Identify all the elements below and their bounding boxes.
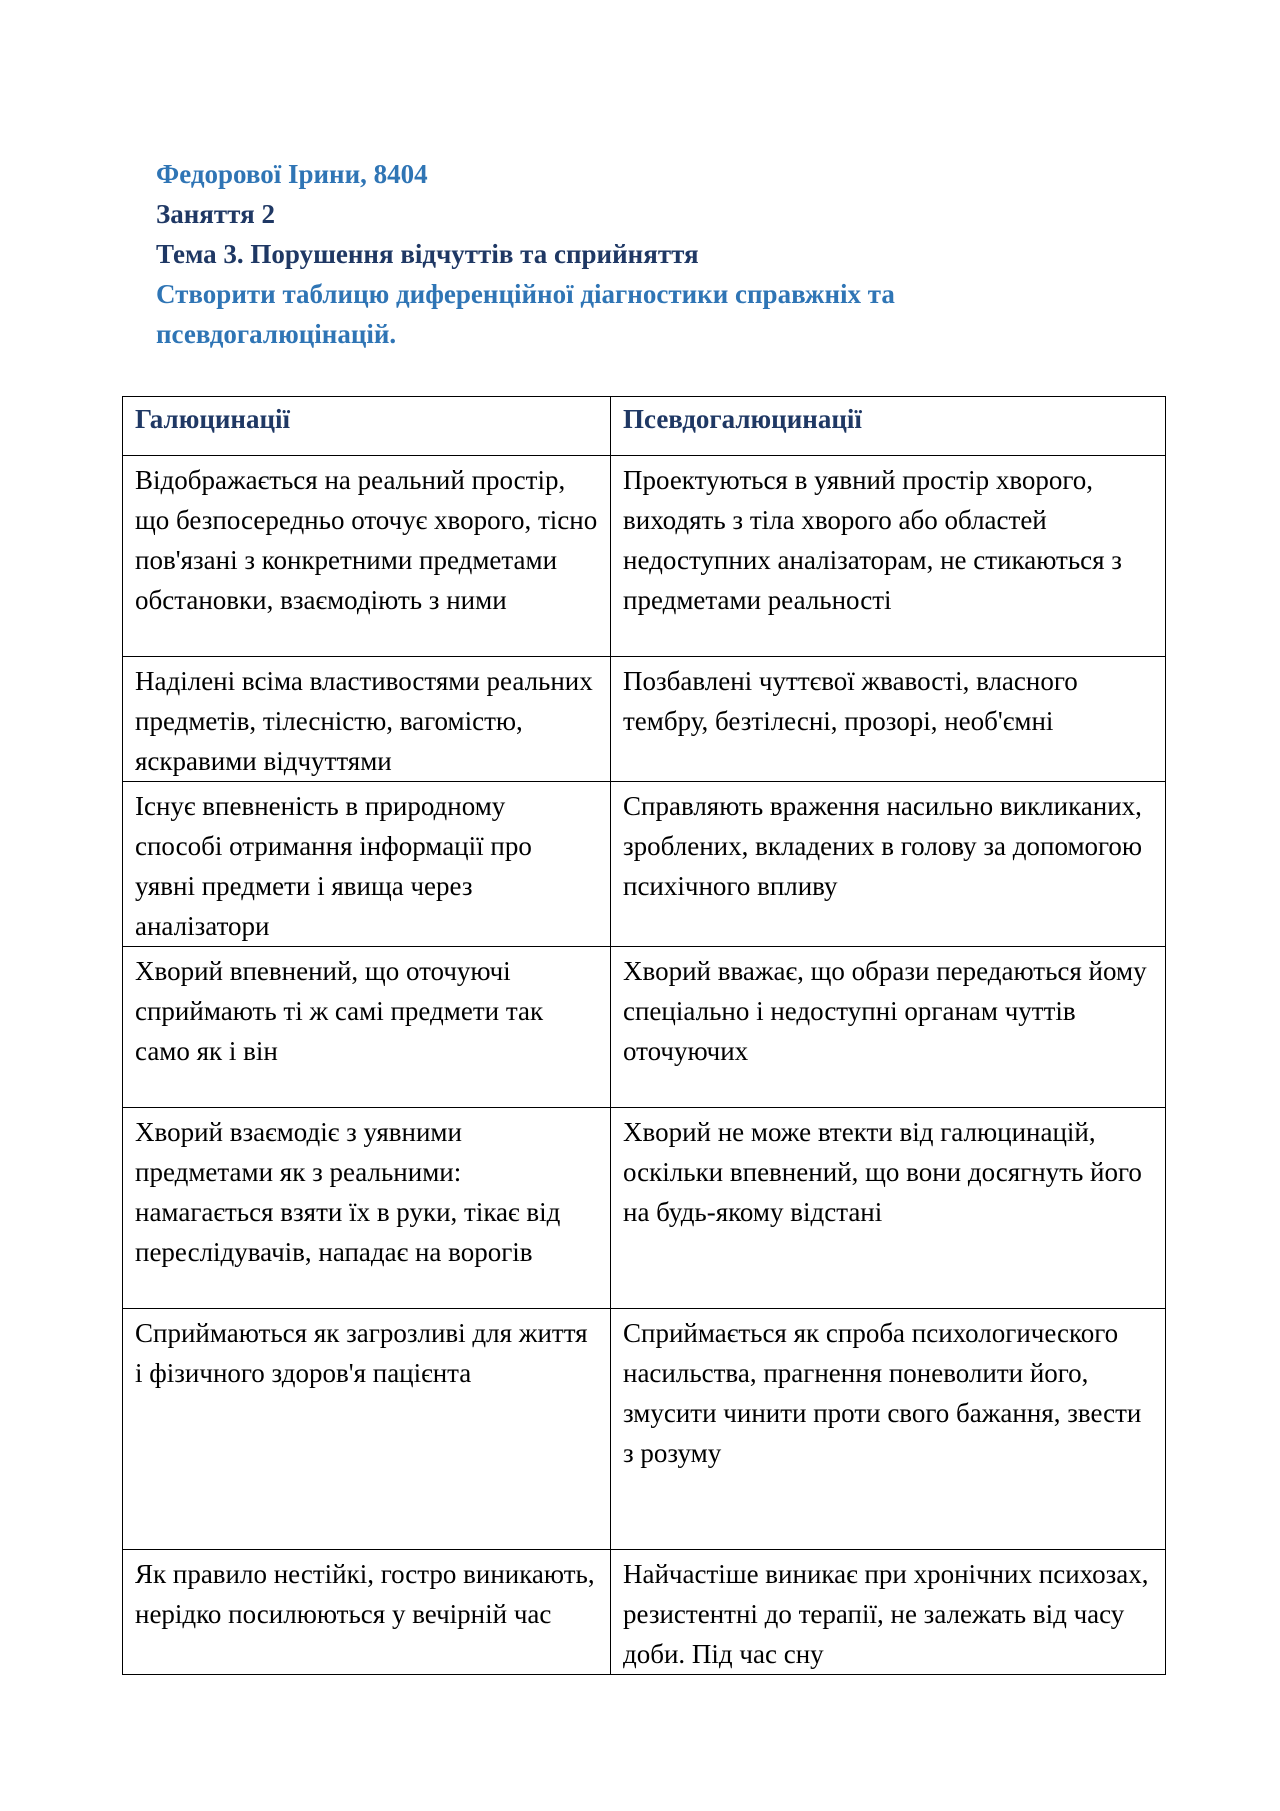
- topic-line: Тема 3. Порушення відчуттів та сприйняття: [156, 239, 699, 269]
- table-header-row: [123, 397, 1166, 456]
- lesson-line: Заняття 2: [156, 199, 275, 229]
- table-row: [123, 456, 1166, 657]
- table-row: [123, 782, 1166, 947]
- table-cell: Хворий взаємодіє з уявними предметами як з реальними: намагається взяти їх в руки, тікає від переслідувачів, нападає на ворогів: [123, 1108, 611, 1309]
- differential-diagnosis-table: [122, 396, 1166, 1675]
- table-cell: Позбавлені чуттєвої жвавості, власного тембру, безтілесні, прозорі, необ'ємні: [611, 657, 1166, 782]
- table-cell: Хворий вважає, що образи передаються йому спеціально і недоступні органам чуттів оточуючих: [611, 947, 1166, 1108]
- table-cell: Як правило нестійкі, гостро виникають, нерідко посилюються у вечірній час: [123, 1550, 611, 1675]
- table-row: [123, 947, 1166, 1108]
- author-line: Федорової Ірини, 8404: [156, 159, 428, 189]
- table-cell: Відображається на реальний простір, що безпосередньо оточує хворого, тісно пов'язані з конкретними предметами обстановки, взаємодіють з ними: [123, 456, 611, 657]
- header-hallucinations: Галюцинації: [123, 397, 611, 456]
- document-heading: [156, 154, 1166, 354]
- task-line-2: псевдогалюцінацій.: [156, 319, 397, 349]
- table-row: [123, 1108, 1166, 1309]
- table-row: [123, 657, 1166, 782]
- table-cell: Справляють враження насильно викликаних, зроблених, вкладених в голову за допомогою психічного впливу: [611, 782, 1166, 947]
- header-pseudohallucinations: Псевдогалюцинації: [611, 397, 1166, 456]
- table-cell: Хворий не може втекти від галюцинацій, оскільки впевнений, що вони досягнуть його на будь-якому відстані: [611, 1108, 1166, 1309]
- table-cell: Проектуються в уявний простір хворого, виходять з тіла хворого або областей недоступних аналізаторам, не стикаються з предметами реальності: [611, 456, 1166, 657]
- table-cell: Наділені всіма властивостями реальних предметів, тілесністю, вагомістю, яскравими відчуттями: [123, 657, 611, 782]
- table-row: [123, 1309, 1166, 1550]
- table-row: [123, 1550, 1166, 1675]
- table-cell: Існує впевненість в природному способі отримання інформації про уявні предмети і явища через аналізатори: [123, 782, 611, 947]
- table-cell: Хворий впевнений, що оточуючі сприймають ті ж самі предмети так само як і він: [123, 947, 611, 1108]
- table-cell: Сприймається як спроба психологического насильства, прагнення поневолити його, змусити чинити проти свого бажання, звести з розуму: [611, 1309, 1166, 1550]
- table-cell: Найчастіше виникає при хронічних психозах, резистентні до терапії, не залежать від часу доби. Під час сну: [611, 1550, 1166, 1675]
- table-cell: Сприймаються як загрозливі для життя і фізичного здоров'я пацієнта: [123, 1309, 611, 1550]
- task-line-1: Створити таблицю диференційної діагностики справжніх та: [156, 279, 895, 309]
